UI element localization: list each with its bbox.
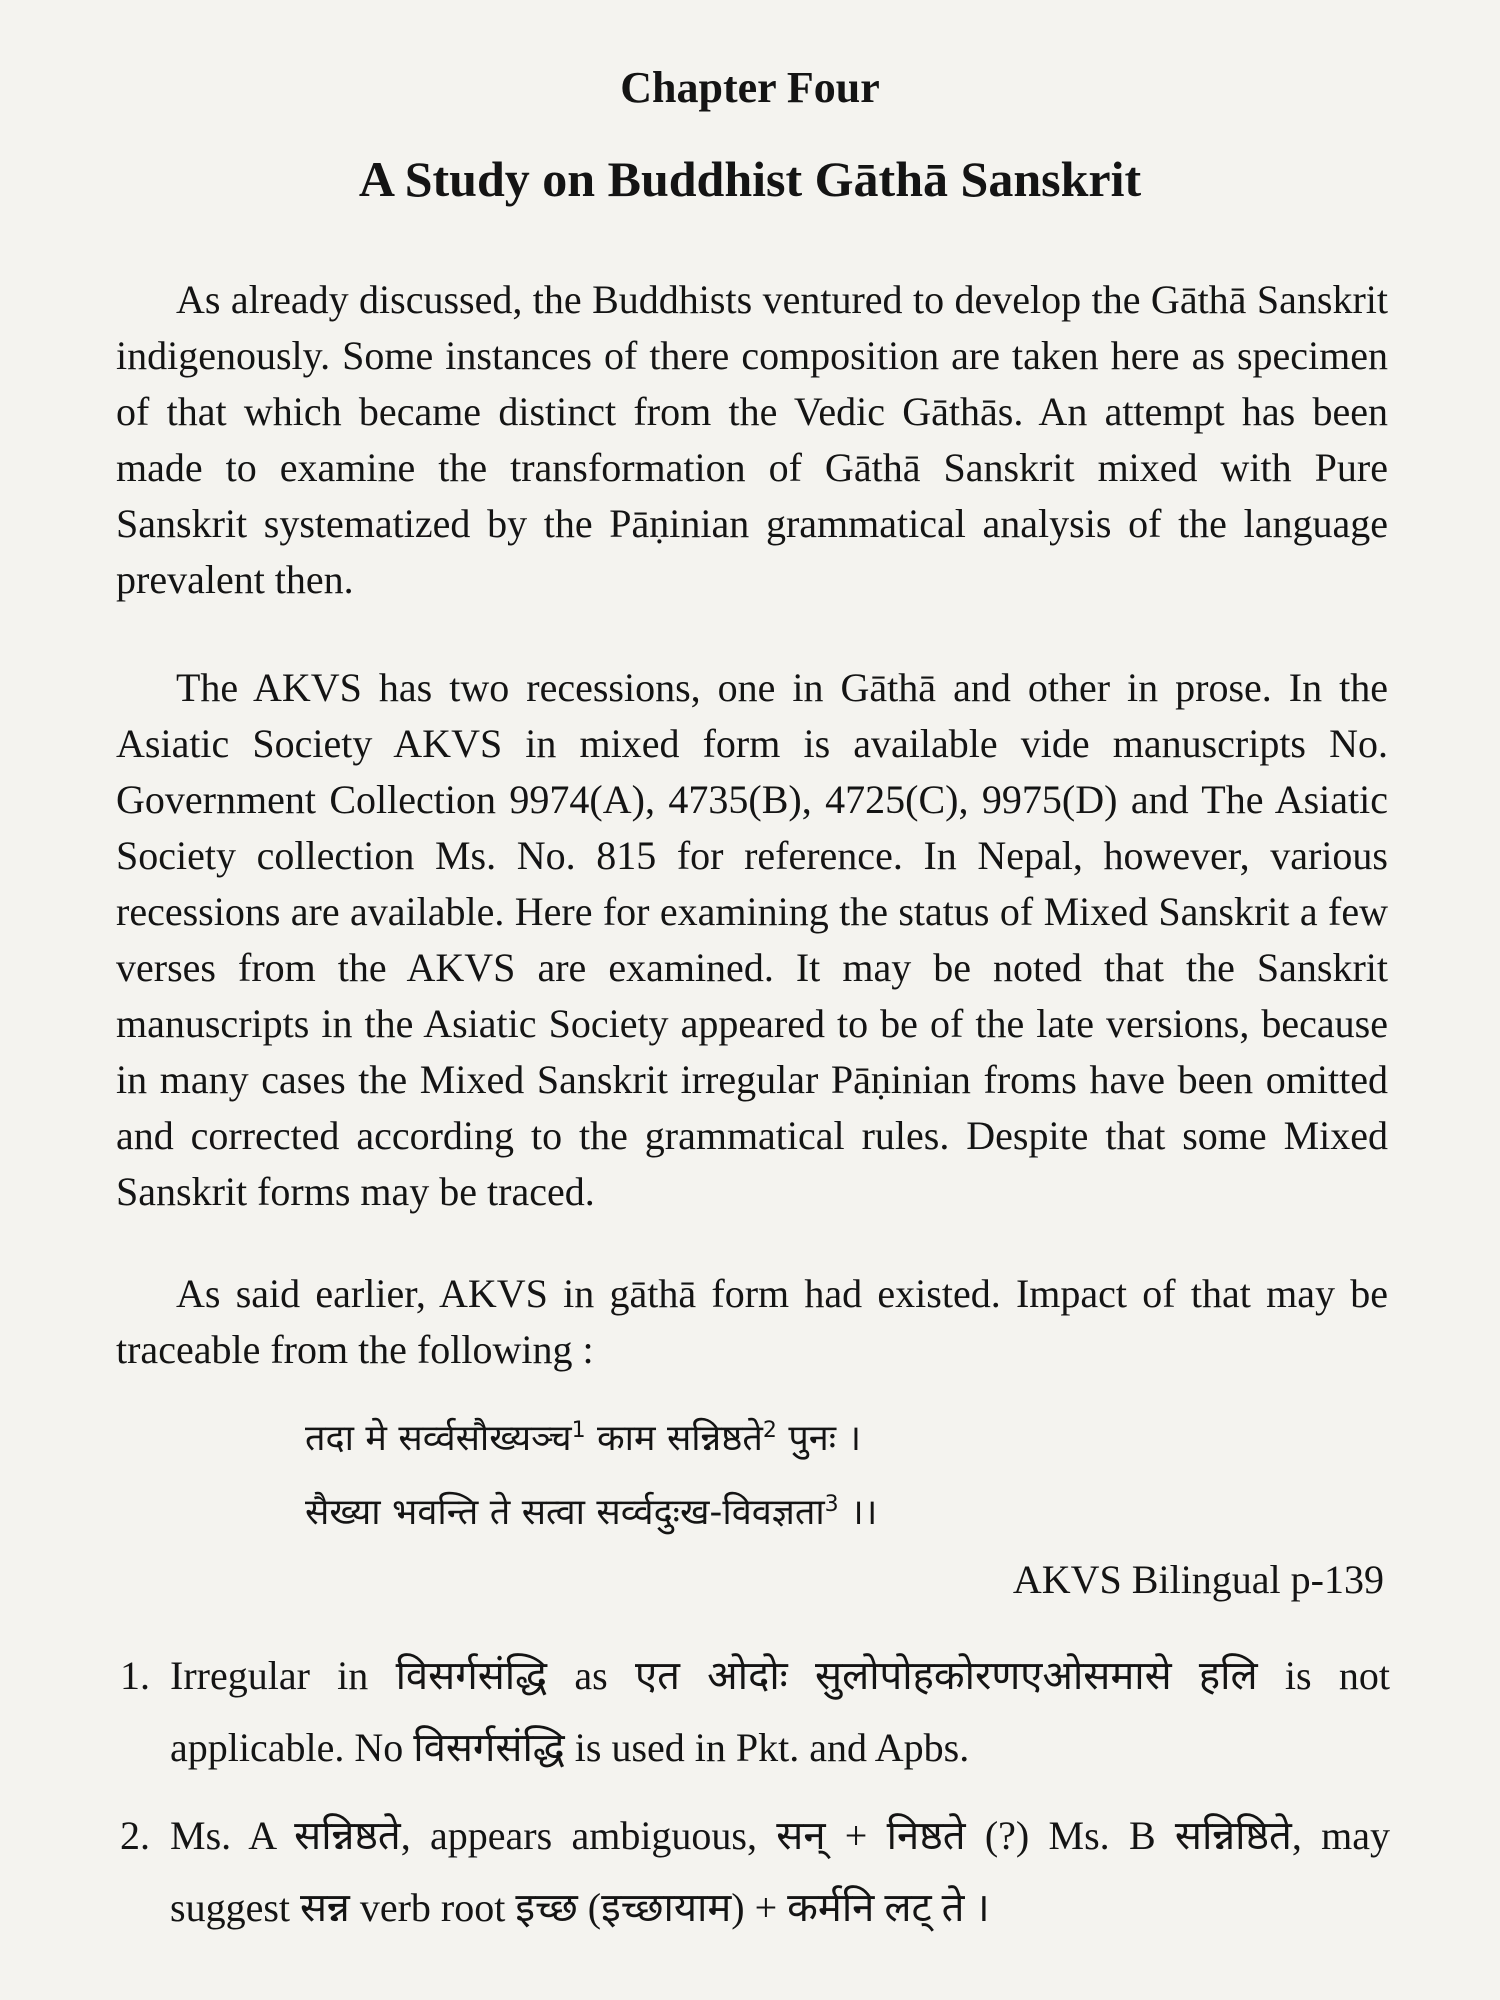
note-text: Irregular in विसर्गसंद्धि as एत ओदोः सुलोपोहकोरणएओसमासे हलि is not applicable. No विसर्गसंद्धि is used in Pkt. and Apbs. <box>170 1653 1390 1770</box>
note-number: 2. <box>120 1813 150 1858</box>
note-item <box>120 1800 1390 1944</box>
note-text: Ms. A सन्निष्ठते, appears ambiguous, सन् + निष्ठते (?) Ms. B सन्निष्ठिते, may suggest सन्न verb root इच्छ (इच्छायाम) + कर्मनि लट् ते । <box>170 1813 1390 1930</box>
paragraph-intro: As already discussed, the Buddhists ventured to develop the Gāthā Sanskrit indigenously. Some instances of there composition are taken here as specimen of that which became distinct from the Vedic Gāthās. An attempt has been made to examine the transformation of Gāthā Sanskrit mixed with Pure Sanskrit systematized by the Pāṇinian grammatical analysis of the language prevalent then. <box>116 277 1388 602</box>
note-number: 1. <box>120 1653 150 1698</box>
note-item <box>120 1640 1390 1784</box>
verse-text: ।। <box>838 1492 878 1533</box>
verse-text: पुनः । <box>776 1418 862 1459</box>
footnote-marker: 2 <box>762 1418 777 1443</box>
verse-text: तदा मे सर्व्वसौख्यञ्च <box>305 1418 572 1459</box>
verse-text: सैख्या भवन्ति ते सत्वा सर्व्वदुःख-विवज्ञता <box>305 1492 825 1533</box>
verse-citation: AKVS Bilingual p-139 <box>1012 1557 1384 1602</box>
footnote-marker: 1 <box>571 1418 586 1443</box>
chapter-heading: Chapter Four <box>620 63 880 112</box>
verse-line-1 <box>305 1412 1405 1461</box>
chapter-title: A Study on Buddhist Gāthā Sanskrit <box>358 151 1142 207</box>
paragraph-recessions: The AKVS has two recessions, one in Gāthā and other in prose. In the Asiatic Society AKVS in mixed form is available vide manuscripts No. Government Collection 9974(A), 4735(B), 4725(C), 9975(D) and The Asiatic Society collection Ms. No. 815 for reference. In Nepal, however, various recessions are available. Here for examining the status of Mixed Sanskrit a few verses from the AKVS are examined. It may be noted that the Sanskrit manuscripts in the Asiatic Society appeared to be of the late versions, because in many cases the Mixed Sanskrit irregular Pāṇinian froms have been omitted and corrected according to the grammatical rules. Despite that some Mixed Sanskrit forms may be traced. <box>116 665 1388 1214</box>
verse-line-2 <box>305 1486 1405 1535</box>
paragraph-gatha-form: As said earlier, AKVS in gāthā form had existed. Impact of that may be traceable from the following : <box>116 1271 1388 1372</box>
footnote-marker: 3 <box>824 1492 839 1517</box>
verse-text: काम सन्निष्ठते <box>585 1418 763 1459</box>
